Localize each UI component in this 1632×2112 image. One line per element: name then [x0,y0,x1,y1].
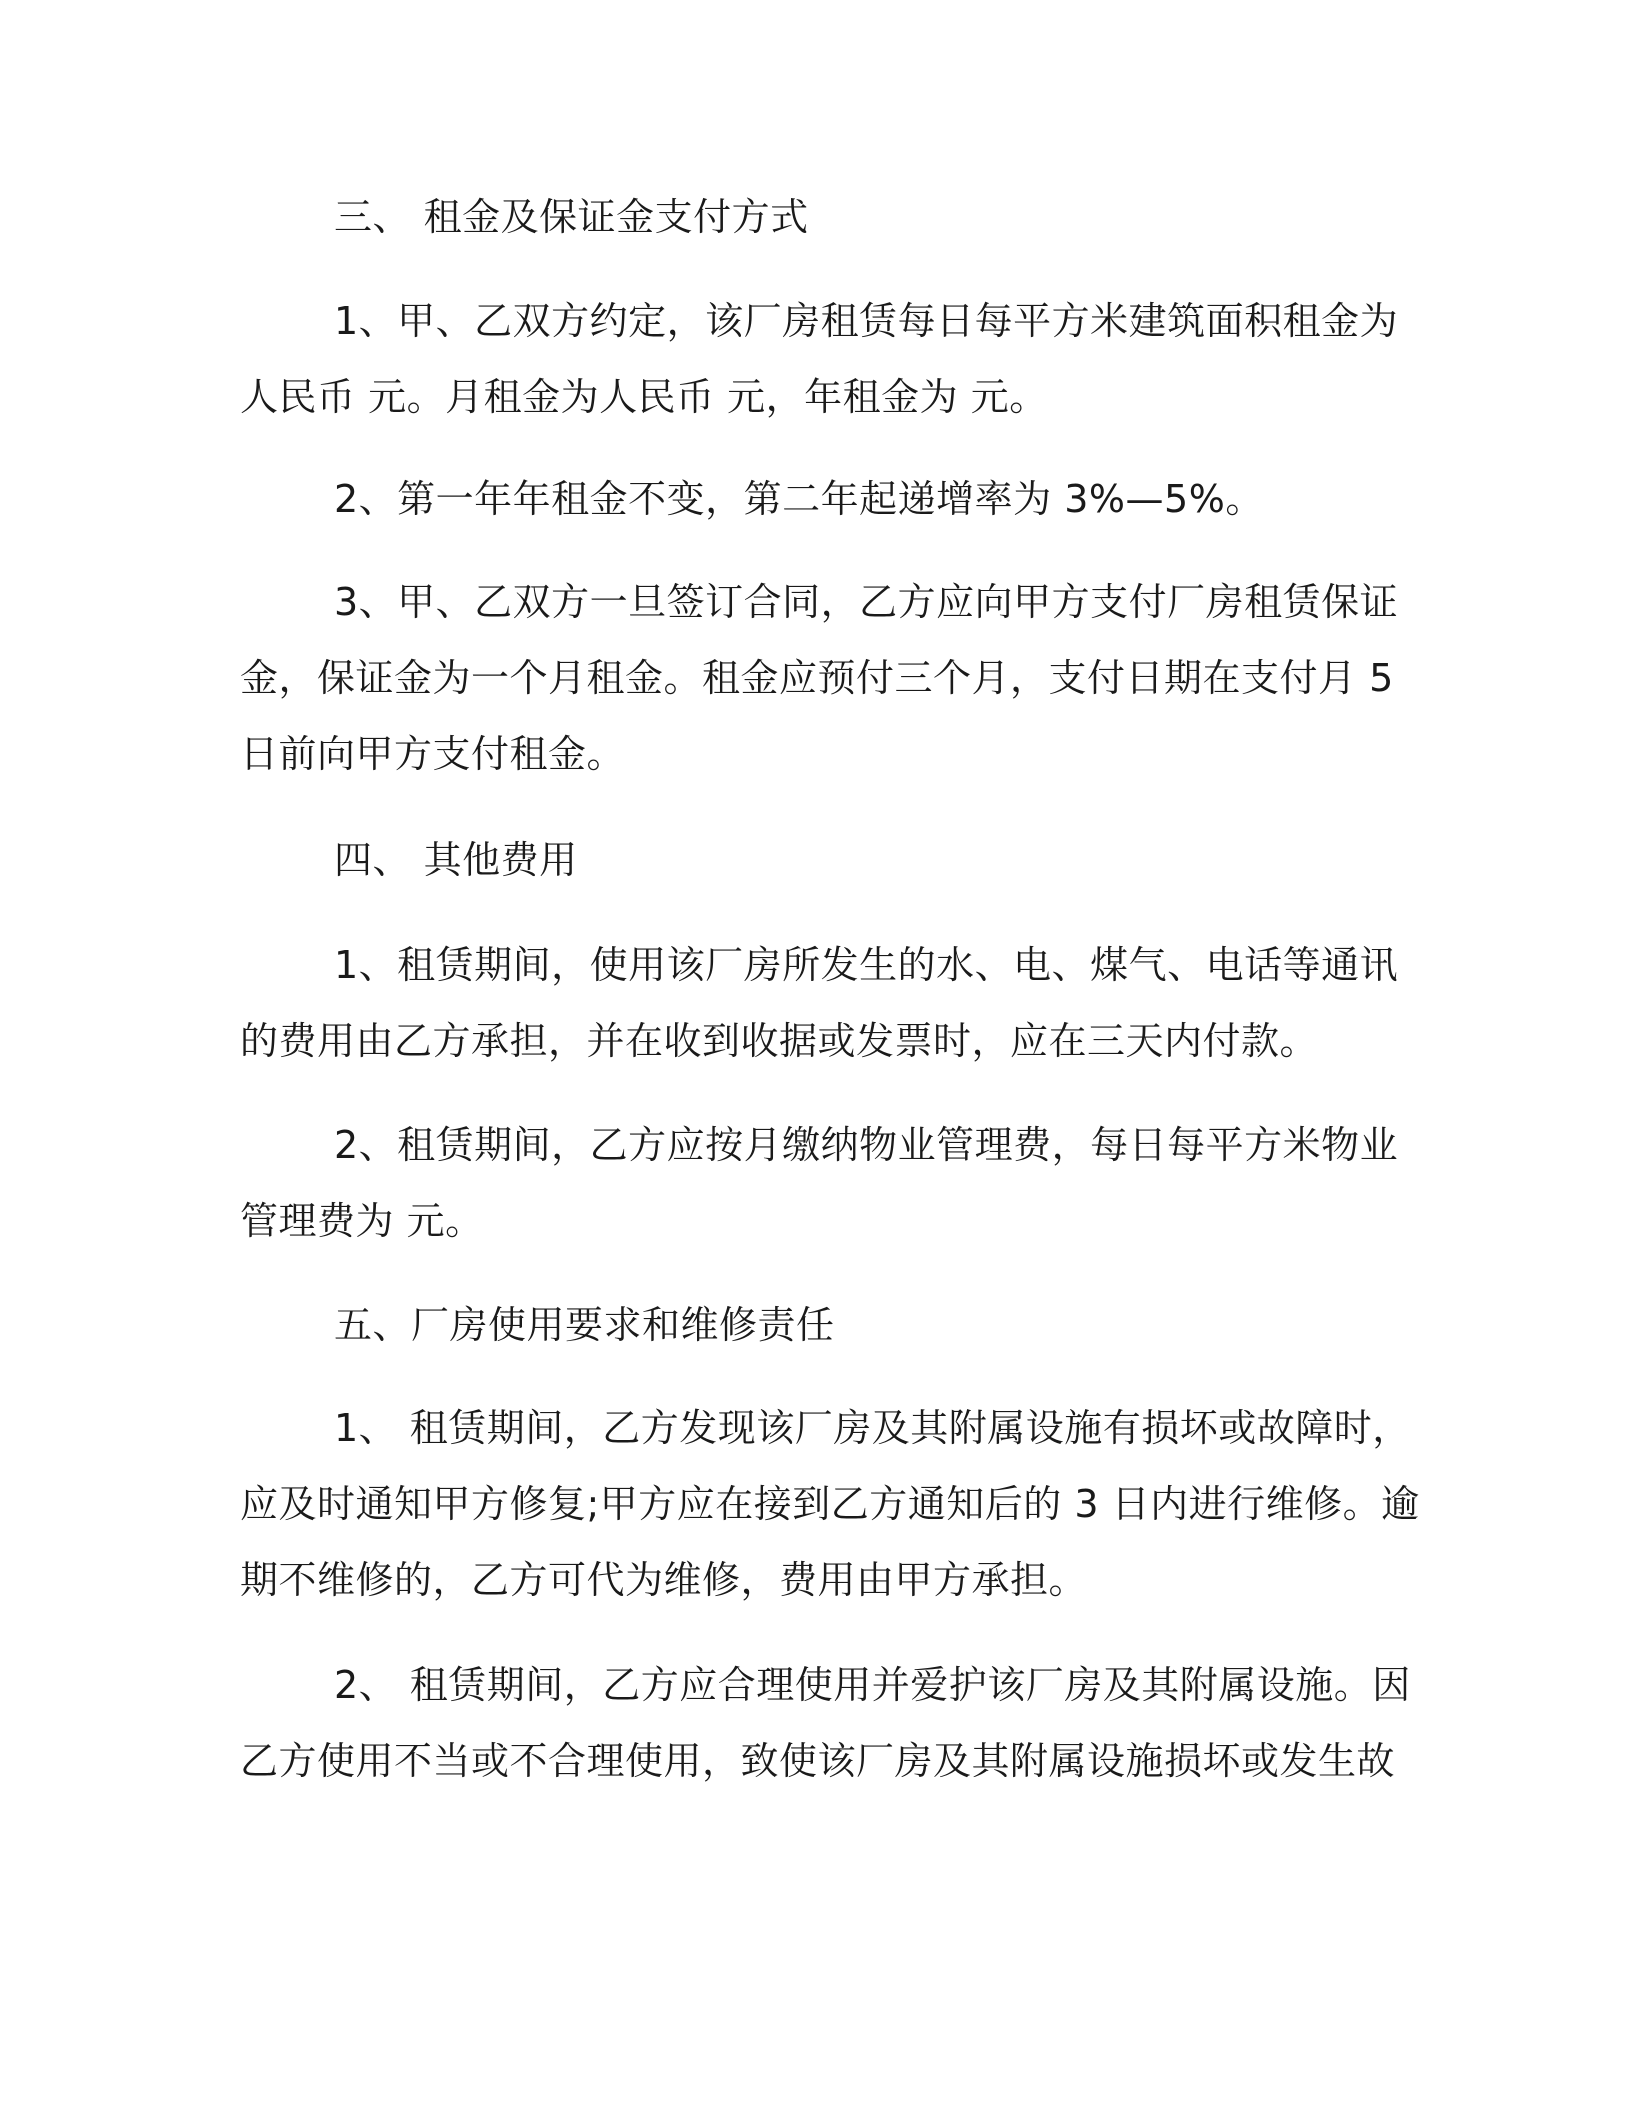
paragraph-line: 2、 租赁期间，乙方应合理使用并爱护该厂房及其附属设施。因 [334,1663,1411,1707]
paragraph-line: 日前向甲方支付租金。 [240,732,626,776]
paragraph-line: 乙方使用不当或不合理使用，致使该厂房及其附属设施损坏或发生故 [240,1739,1396,1783]
paragraph-line: 人民币 元。月租金为人民币 元，年租金为 元。 [240,375,1048,419]
paragraph-line: 管理费为 元。 [240,1199,484,1243]
paragraph-line: 金，保证金为一个月租金。租金应预付三个月，支付日期在支付月 5 [240,656,1394,700]
paragraph-line: 1、 租赁期间，乙方发现该厂房及其附属设施有损坏或故障时， [334,1406,1411,1450]
section-heading-usage-maintenance: 五、厂房使用要求和维修责任 [334,1303,835,1347]
paragraph-line: 1、甲、乙双方约定，该厂房租赁每日每平方米建筑面积租金为 [334,299,1399,343]
paragraph-line: 期不维修的，乙方可代为维修，费用由甲方承担。 [240,1558,1088,1602]
paragraph-line: 3、甲、乙双方一旦签订合同，乙方应向甲方支付厂房租赁保证 [334,580,1399,624]
paragraph-line: 的费用由乙方承担，并在收到收据或发票时，应在三天内付款。 [240,1019,1319,1063]
paragraph-line: 应及时通知甲方修复;甲方应在接到乙方通知后的 3 日内进行维修。逾 [240,1482,1420,1526]
paragraph-line: 2、租赁期间，乙方应按月缴纳物业管理费，每日每平方米物业 [334,1123,1399,1167]
paragraph-line: 1、租赁期间，使用该厂房所发生的水、电、煤气、电话等通讯 [334,943,1399,987]
section-heading-rent-payment: 三、 租金及保证金支付方式 [334,195,809,239]
paragraph-line: 2、第一年年租金不变，第二年起递增率为 3%—5%。 [334,477,1264,521]
section-heading-other-fees: 四、 其他费用 [334,838,578,882]
